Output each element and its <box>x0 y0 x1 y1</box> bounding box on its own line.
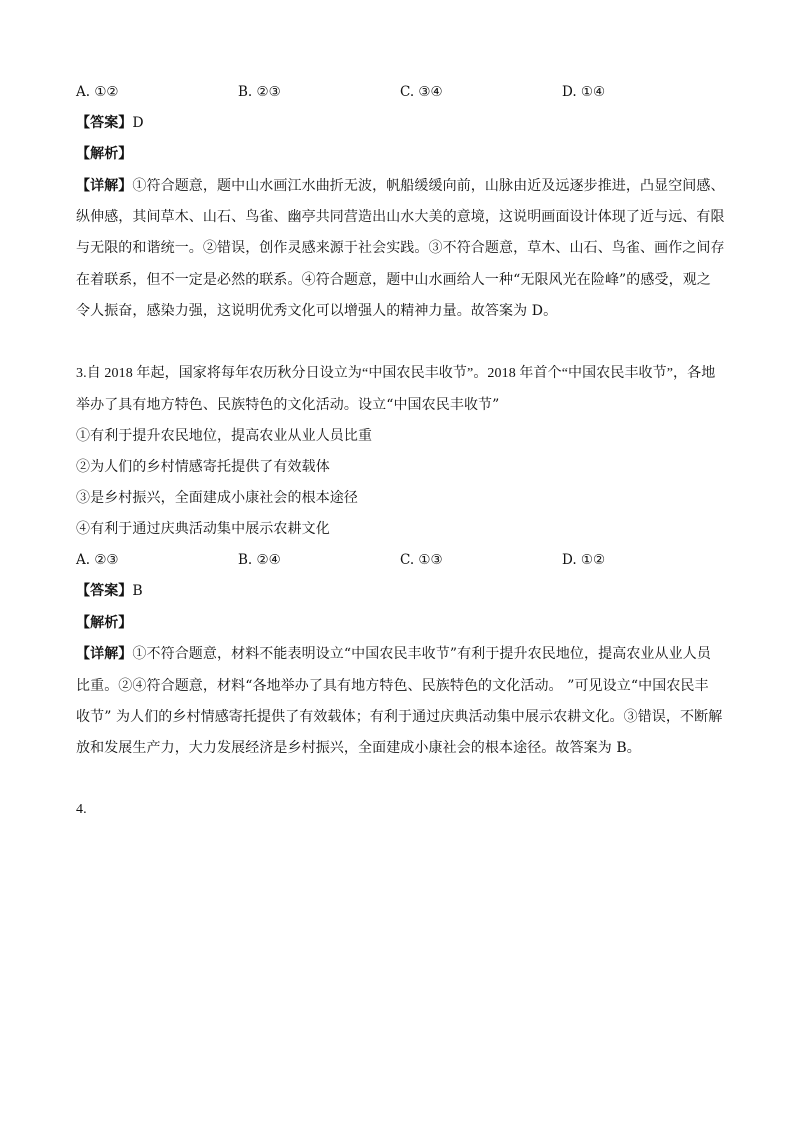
q3-detail-line-4: 放和发展生产力，大力发展经济是乡村振兴，全面建成小康社会的根本途径。故答案为 B。 <box>76 740 641 756</box>
q2-option-d: D. ①④ <box>562 84 606 100</box>
q2-answer <box>76 113 726 133</box>
q3-detail-tag: 【详解】 <box>76 646 133 662</box>
q3-detail-line-3: 收节” 为人们的乡村情感寄托提供了有效载体；有利于通过庆典活动集中展示农耕文化。③错误，不断解 <box>76 709 723 725</box>
q2-analysis-heading <box>76 144 726 164</box>
q3-stem-line-1: 3.自 2018 年起，国家将每年农历秋分日设立为“中国农民丰收节”。2018 年首个“中国农民丰收节”，各地 <box>76 366 716 381</box>
q2-detail-line-4: 在着联系，但不一定是必然的联系。④符合题意，题中山水画给人一种“无限风光在险峰”的感受，观之 <box>76 272 711 288</box>
q2-option-c: C. ③④ <box>400 84 443 100</box>
q3-option-c: C. ①③ <box>400 552 443 568</box>
q2-detail-line-3: 与无限的和谐统一。②错误，创作灵感来源于社会实践。③不符合题意，草木、山石、鸟雀、画作之间存 <box>76 240 725 256</box>
q3-option-b: B. ②④ <box>238 552 281 568</box>
q2-detail-line-1 <box>76 176 726 196</box>
q2-option-a: A. ①② <box>76 84 119 100</box>
q2-detail-line-5: 令人振奋，感染力强，这说明优秀文化可以增强人的精神力量。故答案为 D。 <box>76 303 558 319</box>
q3-answer-value: B <box>132 583 143 599</box>
q3-detail-line-1 <box>76 644 726 664</box>
q3-answer-tag: 【答案】 <box>76 583 133 599</box>
q2-detail-tag: 【详解】 <box>76 178 133 194</box>
q2-option-b: B. ②③ <box>238 84 281 100</box>
q2-analysis-tag: 【解析】 <box>76 146 133 162</box>
q3-statement-1: ①有利于提升农民地位，提高农业从业人员比重 <box>76 428 373 444</box>
q3-detail-text-1: ①不符合题意，材料不能表明设立“中国农民丰收节”有利于提升农民地位，提高农业从业人员 <box>132 646 711 662</box>
q3-answer <box>76 581 726 601</box>
q3-option-d: D. ①② <box>562 552 606 568</box>
q2-answer-value: D <box>132 115 144 131</box>
q3-statement-2: ②为人们的乡村情感寄托提供了有效载体 <box>76 459 330 475</box>
q3-option-a: A. ②③ <box>76 552 119 568</box>
q2-answer-tag: 【答案】 <box>76 115 133 131</box>
q2-detail-text-1: ①符合题意，题中山水画江水曲折无波，帆船缓缓向前，山脉由近及远逐步推进，凸显空间感、 <box>132 178 725 194</box>
q3-detail-line-2: 比重。②④符合题意，材料“各地举办了具有地方特色、民族特色的文化活动。 ”可见设立“中国农民丰 <box>76 678 709 694</box>
q2-detail-line-2: 纵伸感，其间草木、山石、鸟雀、幽亭共同营造出山水大美的意境，这说明画面设计体现了近与远、有限 <box>76 209 725 225</box>
q3-stem-line-2: 举办了具有地方特色、民族特色的文化活动。设立“中国农民丰收节” <box>76 397 500 413</box>
q3-statement-4: ④有利于通过庆典活动集中展示农耕文化 <box>76 521 330 537</box>
q4-number: 4. <box>76 802 87 817</box>
q3-analysis-heading <box>76 613 726 633</box>
q3-analysis-tag: 【解析】 <box>76 615 133 631</box>
q3-statement-3: ③是乡村振兴，全面建成小康社会的根本途径 <box>76 490 358 506</box>
